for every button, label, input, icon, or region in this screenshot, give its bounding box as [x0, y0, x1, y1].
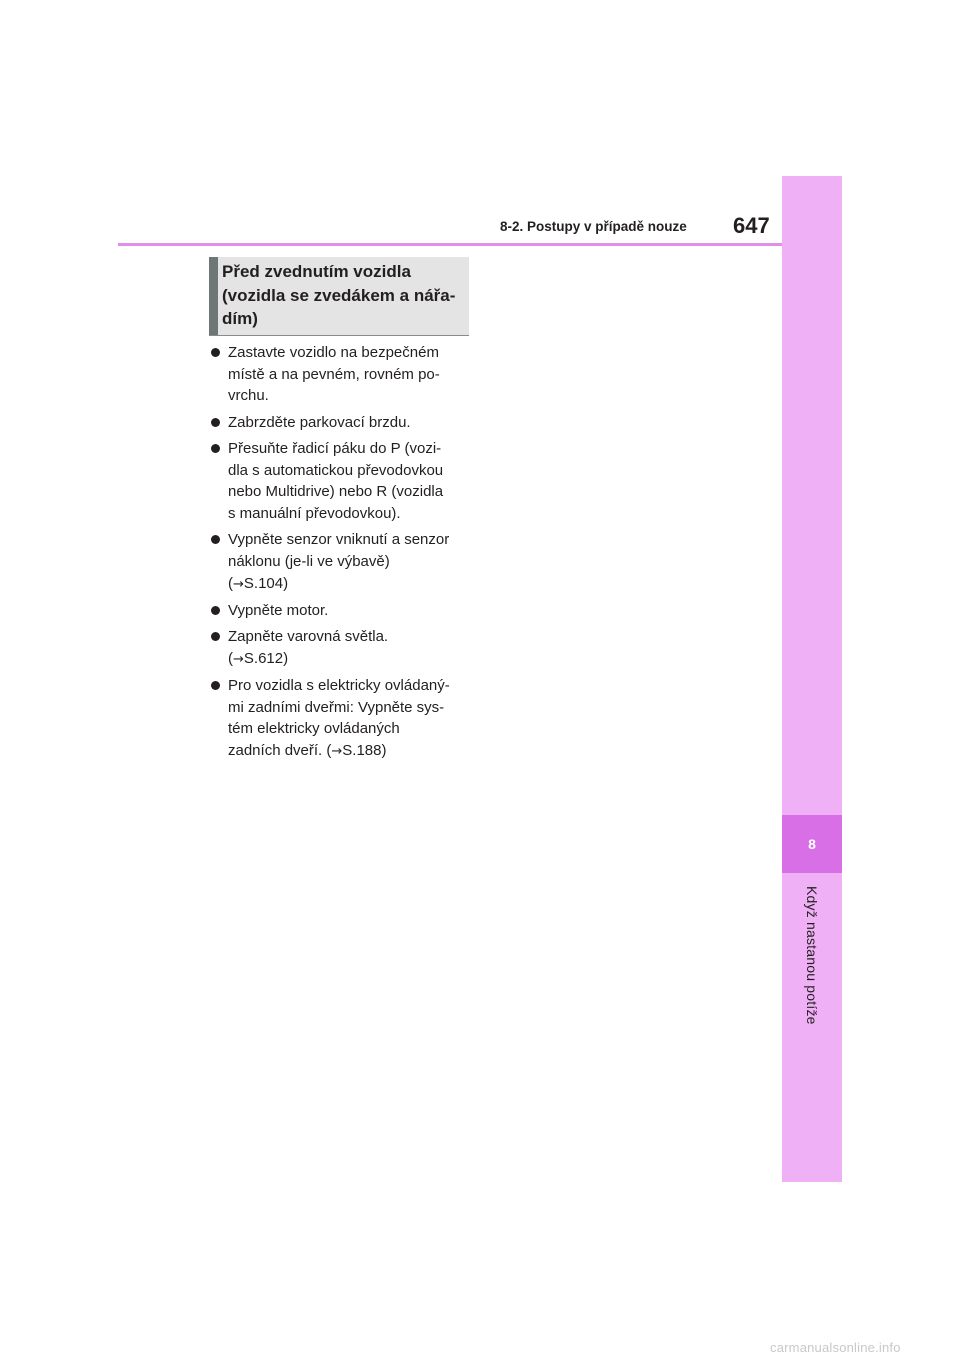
chapter-number: 8 [782, 815, 842, 873]
arrow-right-icon: → [233, 651, 244, 667]
list-item: Pro vozidla s elektricky ovládaný- mi zadními dveřmi: Vypněte sys- tém elektricky ovládaných zadních dveří. (→S.188) [209, 675, 471, 763]
heading-line: Před zvednutím vozidla [222, 262, 411, 281]
instruction-list [209, 342, 471, 767]
bullet-icon [211, 535, 220, 544]
heading-accent-bar [209, 257, 218, 335]
bullet-icon [211, 444, 220, 453]
list-item: Vypněte senzor vniknutí a senzor náklonu (je-li ve výbavě) (→S.104) [209, 529, 471, 595]
arrow-right-icon: → [233, 576, 244, 592]
list-item: Vypněte motor. [209, 600, 471, 622]
bullet-icon [211, 606, 220, 615]
bullet-icon [211, 632, 220, 641]
chapter-title: Když nastanou potíže [804, 886, 820, 1025]
bullet-icon [211, 348, 220, 357]
watermark: carmanualsonline.info [770, 1340, 901, 1355]
bullet-icon [211, 681, 220, 690]
chapter-side-tab [782, 176, 842, 1182]
list-item: Zapněte varovná světla. (→S.612) [209, 626, 471, 670]
heading-line: dím) [222, 309, 258, 328]
arrow-right-icon: → [331, 743, 343, 759]
page-reference[interactable]: zadních dveří. (→S.188) [228, 741, 387, 759]
list-item: Zabrzděte parkovací brzdu. [209, 412, 471, 434]
header-rule [118, 243, 782, 246]
page-number: 647 [733, 213, 770, 238]
page-reference[interactable]: (→S.612) [228, 649, 289, 667]
list-item: Zastavte vozidlo na bezpečném místě a na pevném, rovném po- vrchu. [209, 342, 471, 407]
page-reference[interactable]: (→S.104) [228, 574, 289, 592]
section-heading [209, 257, 469, 336]
heading-line: (vozidla se zvedákem a nářa- [222, 285, 456, 305]
section-title: 8-2. Postupy v případě nouze [500, 219, 687, 234]
bullet-icon [211, 418, 220, 427]
heading-text [222, 260, 470, 331]
list-item: Přesuňte řadicí páku do P (vozi- dla s automatickou převodovkou nebo Multidrive) nebo R (vozidla s manuální převodovkou). [209, 438, 471, 525]
